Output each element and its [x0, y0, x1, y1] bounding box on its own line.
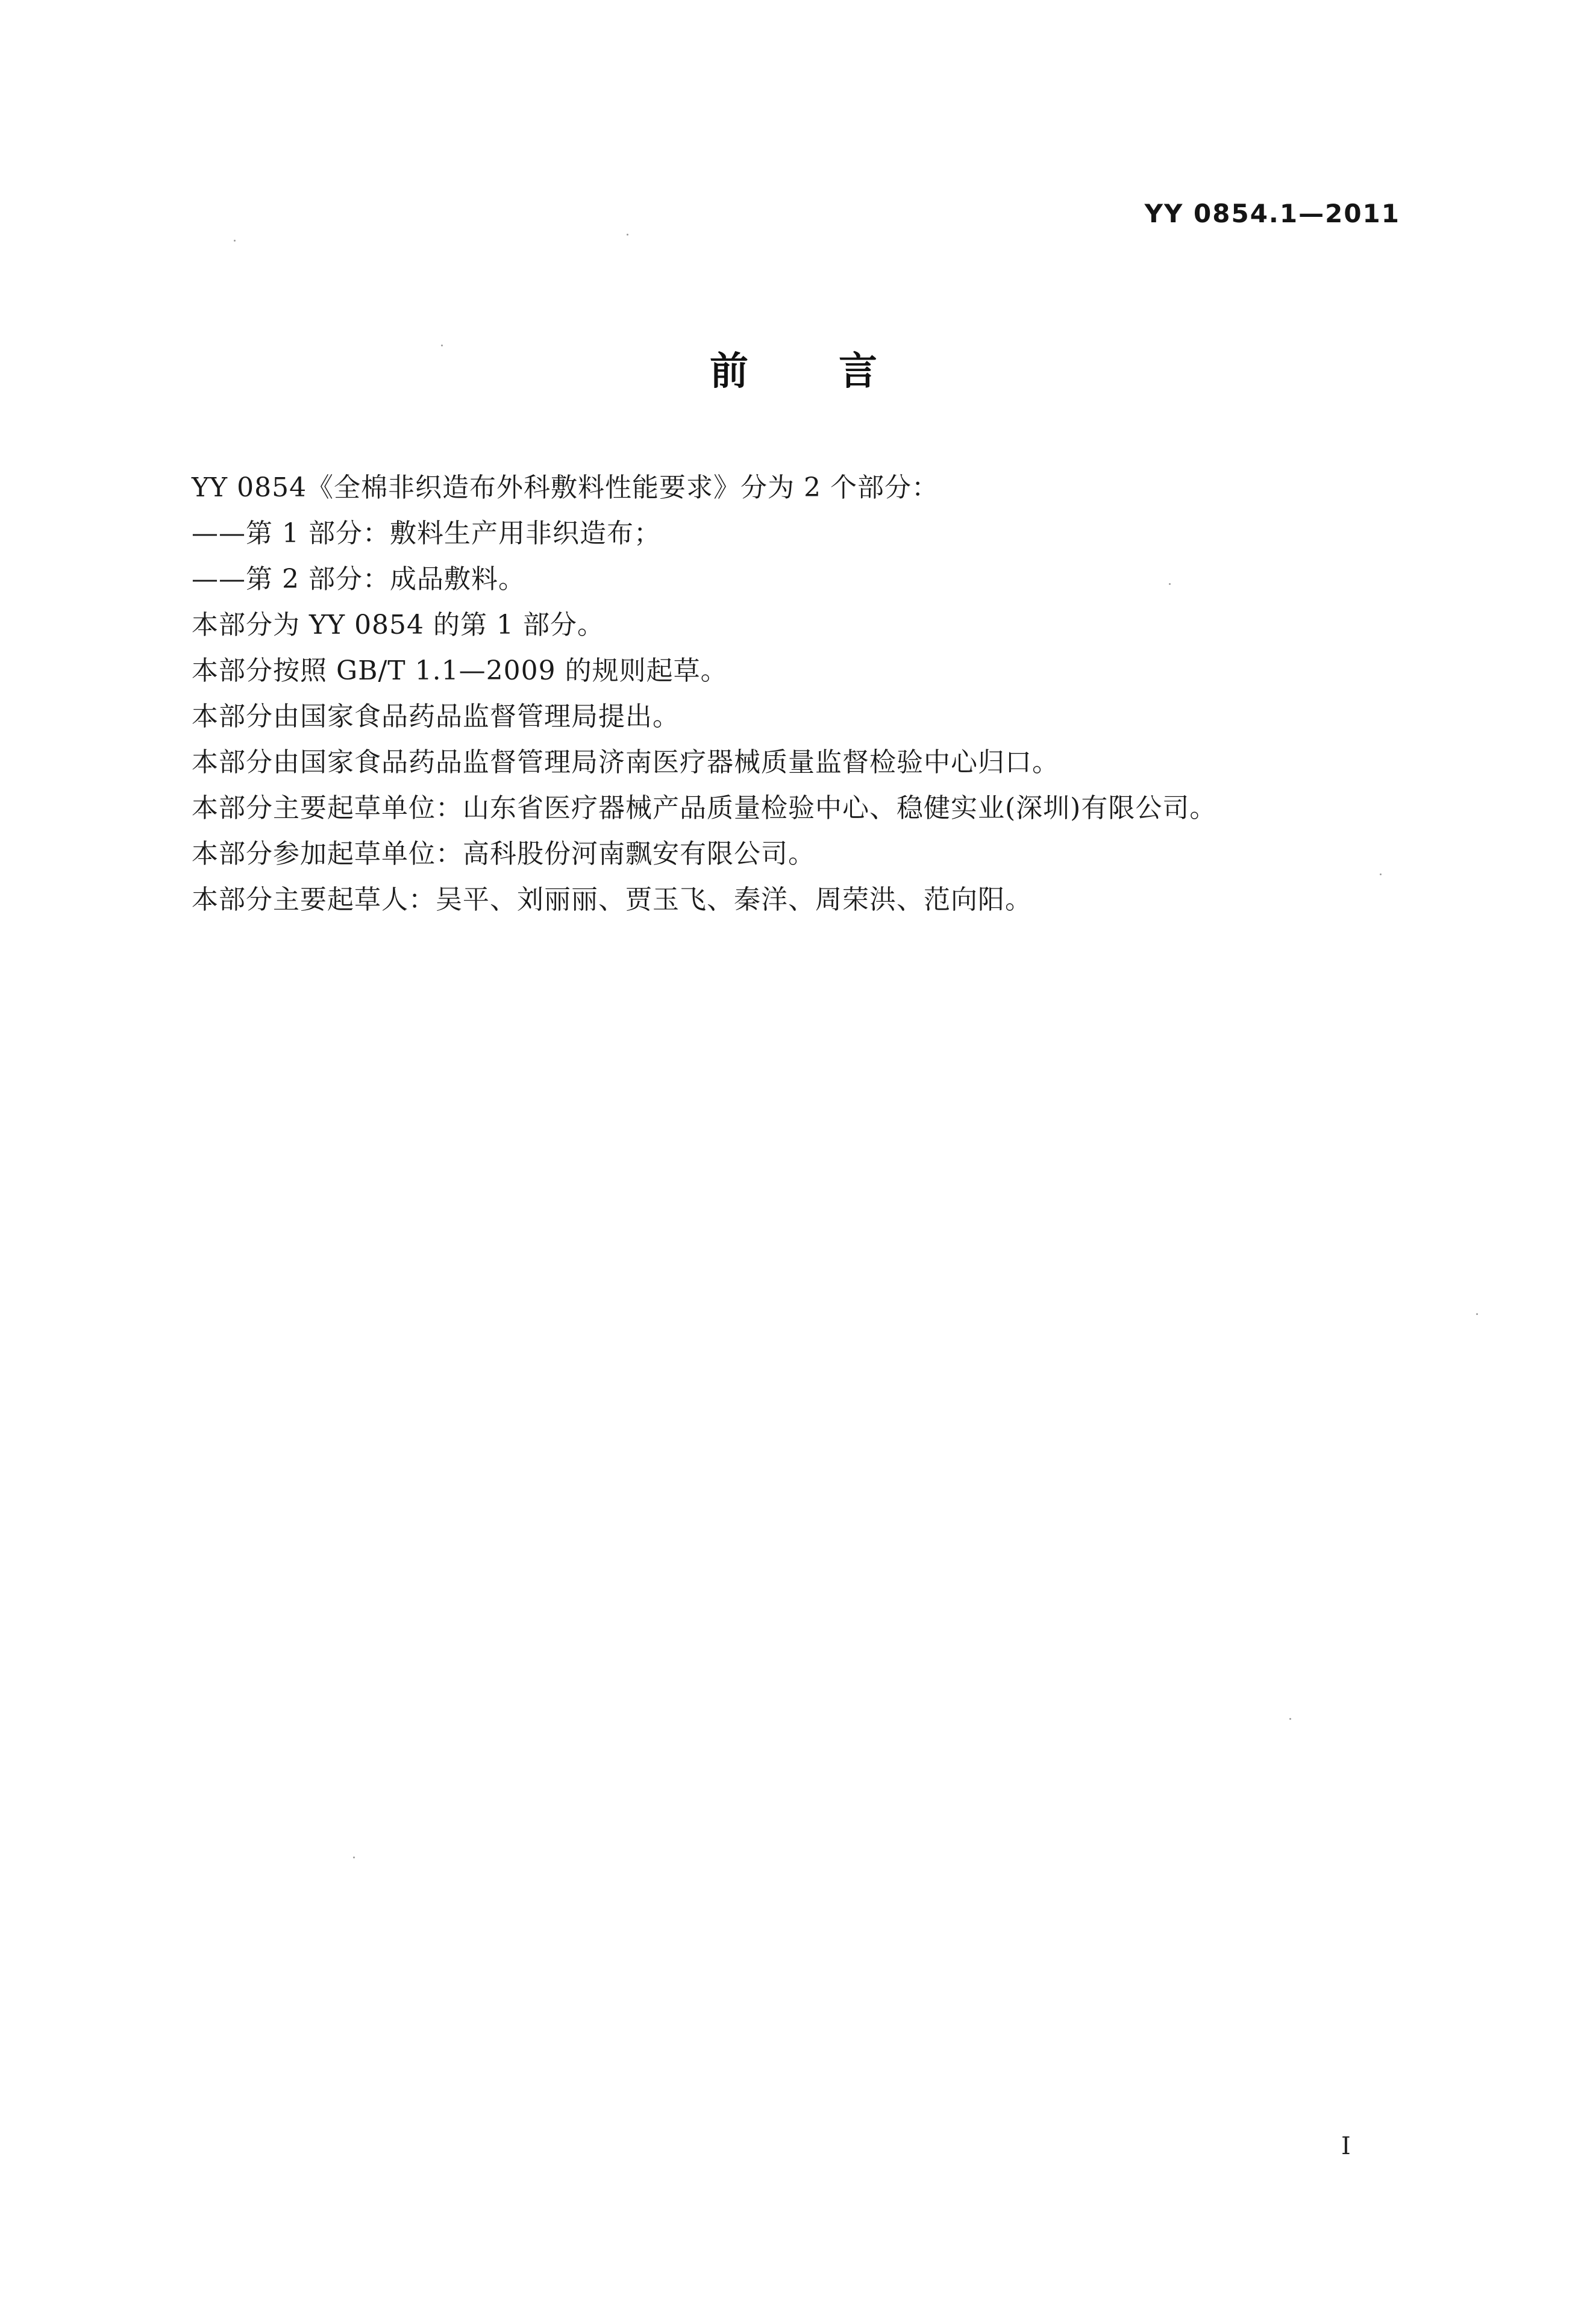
paragraph-main-drafters: 本部分主要起草人：吴平、刘丽丽、贾玉飞、秦洋、周荣洪、范向阳。 [192, 884, 1032, 915]
page-title: 前言 [710, 349, 968, 394]
paragraph-centralized: 本部分由国家食品药品监督管理局济南医疗器械质量监督检验中心归口。 [192, 747, 1059, 778]
paragraph-intro: YY 0854《全棉非织造布外科敷料性能要求》分为 2 个部分： [192, 472, 939, 503]
scan-speck [234, 240, 236, 242]
paragraph-proposer: 本部分由国家食品药品监督管理局提出。 [192, 701, 680, 732]
scan-speck [1476, 1313, 1478, 1315]
paragraph-part-1: ——第 1 部分：敷料生产用非织造布； [192, 518, 661, 549]
paragraph-main-drafters-org: 本部分主要起草单位：山东省医疗器械产品质量检验中心、稳健实业(深圳)有限公司。 [192, 793, 1217, 823]
scan-speck [441, 345, 443, 346]
scan-speck [1380, 873, 1382, 875]
paragraph-scope: 本部分为 YY 0854 的第 1 部分。 [192, 610, 604, 640]
scan-speck [627, 234, 628, 236]
scan-speck [1289, 1718, 1291, 1720]
foreword-body [192, 472, 1397, 932]
scan-speck [353, 1857, 355, 1858]
paragraph-participating-org: 本部分参加起草单位：高科股份河南飘安有限公司。 [192, 839, 815, 869]
scan-speck [1169, 583, 1171, 585]
standard-number: YY 0854.1—2011 [1144, 199, 1400, 228]
page-number: I [1341, 2132, 1351, 2160]
paragraph-part-2: ——第 2 部分：成品敷料。 [192, 564, 525, 595]
paragraph-drafting-rules: 本部分按照 GB/T 1.1—2009 的规则起草。 [192, 655, 728, 686]
